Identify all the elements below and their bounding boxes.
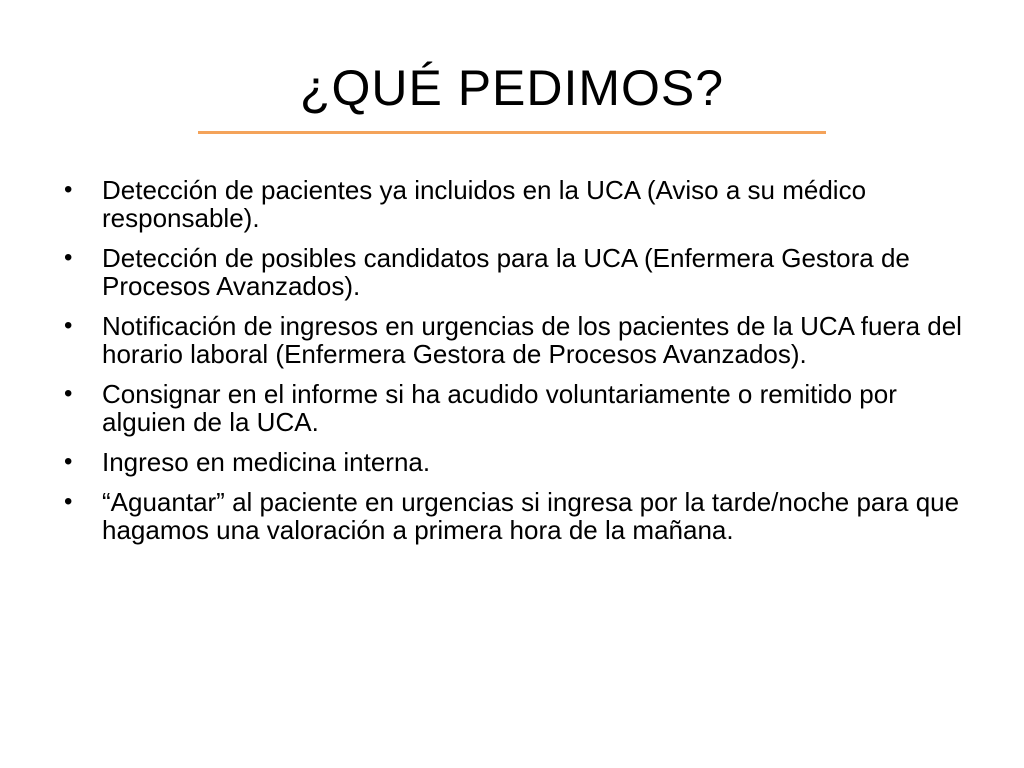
bullet-item: [60, 176, 980, 232]
bullet-text: Ingreso en medicina interna.: [102, 447, 431, 477]
bullet-icon: •: [64, 244, 73, 271]
bullet-icon: •: [64, 312, 73, 339]
bullet-icon: •: [64, 448, 73, 475]
bullet-icon: •: [64, 380, 73, 407]
bullet-text: “Aguantar” al paciente en urgencias si ingresa por la tarde/noche para que hagamos una valoración a primera hora de la mañana.: [102, 487, 960, 545]
bullet-item: [60, 380, 980, 436]
bullet-item: [60, 448, 980, 476]
bullet-text: Notificación de ingresos en urgencias de los pacientes de la UCA fuera del horario laboral (Enfermera Gestora de Procesos Avanzados).: [102, 311, 962, 369]
bullet-text: Detección de pacientes ya incluidos en la UCA (Aviso a su médico responsable).: [102, 175, 867, 233]
bullet-text: Detección de posibles candidatos para la UCA (Enfermera Gestora de Procesos Avanzados).: [102, 243, 910, 301]
slide-title: ¿QUÉ PEDIMOS?: [299, 60, 725, 116]
bullet-item: [60, 488, 980, 544]
bullet-icon: •: [64, 176, 73, 203]
bullet-text: Consignar en el informe si ha acudido voluntariamente o remitido por alguien de la UCA.: [102, 379, 897, 437]
bullet-icon: •: [64, 488, 73, 515]
title-underline: [198, 131, 826, 134]
bullet-list: [60, 176, 980, 556]
bullet-item: [60, 244, 980, 300]
bullet-item: [60, 312, 980, 368]
